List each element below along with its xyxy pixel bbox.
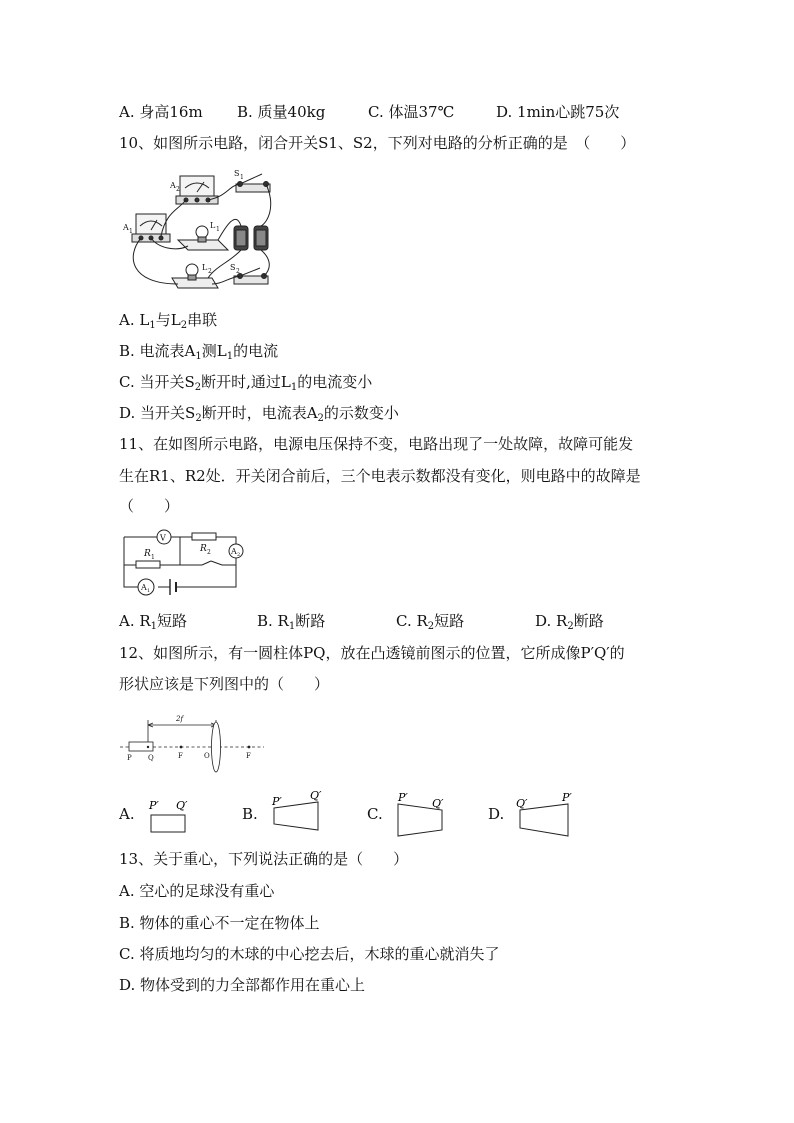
q10-label-a1: A bbox=[123, 223, 129, 232]
q12-label-q: Q bbox=[148, 754, 154, 762]
q12-label-2f: 2f bbox=[176, 715, 184, 723]
q11-label-v: V bbox=[160, 533, 166, 543]
q12-option-d-left-label: Q′ bbox=[516, 797, 528, 810]
q11-option-c: C. $R_2$短路 bbox=[396, 612, 465, 632]
q11-label-a1: A bbox=[141, 583, 147, 592]
q12-option-c-right-label: Q′ bbox=[432, 797, 444, 810]
q12-option-d-shape bbox=[512, 788, 582, 838]
q11-label-a1-sub: 1 bbox=[147, 588, 151, 594]
q11-stem-line2: 生在R1、R2处．开关闭合前后，三个电表示数都没有变化，则电路中的故障是 bbox=[119, 467, 641, 485]
q9-option-d: D. 1min心跳75次 bbox=[496, 103, 620, 121]
q10-label-l1-sub: 1 bbox=[216, 226, 220, 233]
q10-option-d: D. 当开关$S_2$断开时，电流表$A_2$的示数变小 bbox=[119, 404, 399, 424]
q13-option-c: C. 将质地均匀的木球的中心挖去后，木球的重心就消失了 bbox=[119, 945, 500, 963]
q10-label-l2: L bbox=[202, 263, 208, 272]
q10-label-a1-sub: 1 bbox=[129, 228, 133, 235]
q9-option-c: C. 体温37℃ bbox=[368, 103, 455, 121]
q13-option-b: B. 物体的重心不一定在物体上 bbox=[119, 914, 320, 932]
q12-option-d-right-label: P′ bbox=[562, 791, 572, 804]
q10-label-s2-sub: 2 bbox=[236, 268, 240, 275]
q12-option-a-letter: A. bbox=[119, 805, 135, 823]
q12-option-b-left-label: P′ bbox=[272, 795, 282, 808]
q10-label-l2-sub: 2 bbox=[208, 268, 212, 275]
q10-label-a2: A bbox=[170, 181, 176, 190]
q12-option-a-right-label: Q′ bbox=[176, 799, 188, 812]
q10-option-c: C. 当开关$S_2$断开时,通过$L_1$的电流变小 bbox=[119, 373, 373, 393]
q12-label-f-left: F bbox=[178, 752, 183, 760]
q12-option-a-shape bbox=[144, 795, 194, 837]
q13-stem: 13、关于重心，下列说法正确的是（ ） bbox=[119, 850, 409, 868]
q10-label-s2: S bbox=[230, 263, 236, 272]
q12-option-c-left-label: P′ bbox=[398, 791, 408, 804]
q10-label-s1-sub: 1 bbox=[240, 174, 244, 181]
q12-lens-figure bbox=[118, 708, 268, 770]
q10-label-l1: L bbox=[210, 221, 216, 230]
q12-option-a-left-label: P′ bbox=[149, 799, 159, 812]
q11-label-a2: A bbox=[231, 547, 237, 556]
q10-label-s1: S bbox=[234, 169, 240, 178]
q10-stem: 10、如图所示电路，闭合开关S1、S2，下列对电路的分析正确的是 （ ） bbox=[119, 134, 636, 152]
q12-stem-line2: 形状应该是下列图中的（ ） bbox=[119, 675, 330, 693]
q12-option-d-letter: D. bbox=[488, 805, 505, 823]
q11-label-r2: R bbox=[200, 544, 207, 554]
q11-label-r2-sub: 2 bbox=[207, 549, 211, 556]
q12-option-b-letter: B. bbox=[242, 805, 258, 823]
q12-option-c-letter: C. bbox=[367, 805, 383, 823]
q11-circuit-figure bbox=[118, 525, 248, 603]
q12-label-f-right: F bbox=[246, 752, 251, 760]
q10-label-a2-sub: 2 bbox=[176, 186, 180, 193]
q10-option-b: B. 电流表$A_1$测$L_1$的电流 bbox=[119, 342, 279, 362]
q11-option-b: B. $R_1$断路 bbox=[257, 612, 326, 632]
q12-stem-line1: 12、如图所示，有一圆柱体PQ，放在凸透镜前图示的位置，它所成像P′Q′的 bbox=[119, 644, 625, 662]
q13-option-d: D. 物体受到的力全部都作用在重心上 bbox=[119, 976, 366, 994]
q12-option-b-shape bbox=[266, 788, 336, 838]
q11-label-r1-sub: 1 bbox=[151, 554, 155, 561]
q10-circuit-figure bbox=[118, 166, 278, 296]
q12-label-p: P bbox=[127, 754, 132, 762]
q12-option-c-shape bbox=[392, 788, 462, 838]
q11-label-r1: R bbox=[144, 549, 151, 559]
q10-option-a: A. $L_1$与$L_2$串联 bbox=[119, 311, 218, 331]
q9-option-a: A. 身高16m bbox=[119, 103, 203, 121]
q11-stem-line1: 11、在如图所示电路，电源电压保持不变，电路出现了一处故障，故障可能发 bbox=[119, 435, 634, 453]
q13-option-a: A. 空心的足球没有重心 bbox=[119, 882, 275, 900]
q11-label-a2-sub: 2 bbox=[237, 552, 241, 558]
q12-option-b-right-label: Q′ bbox=[310, 789, 322, 802]
q11-option-d: D. $R_2$断路 bbox=[535, 612, 604, 632]
q9-option-b: B. 质量40kg bbox=[237, 103, 326, 121]
q11-option-a: A. $R_1$短路 bbox=[119, 612, 188, 632]
q11-stem-line3: （ ） bbox=[119, 497, 180, 515]
q12-label-o: O bbox=[204, 752, 210, 760]
